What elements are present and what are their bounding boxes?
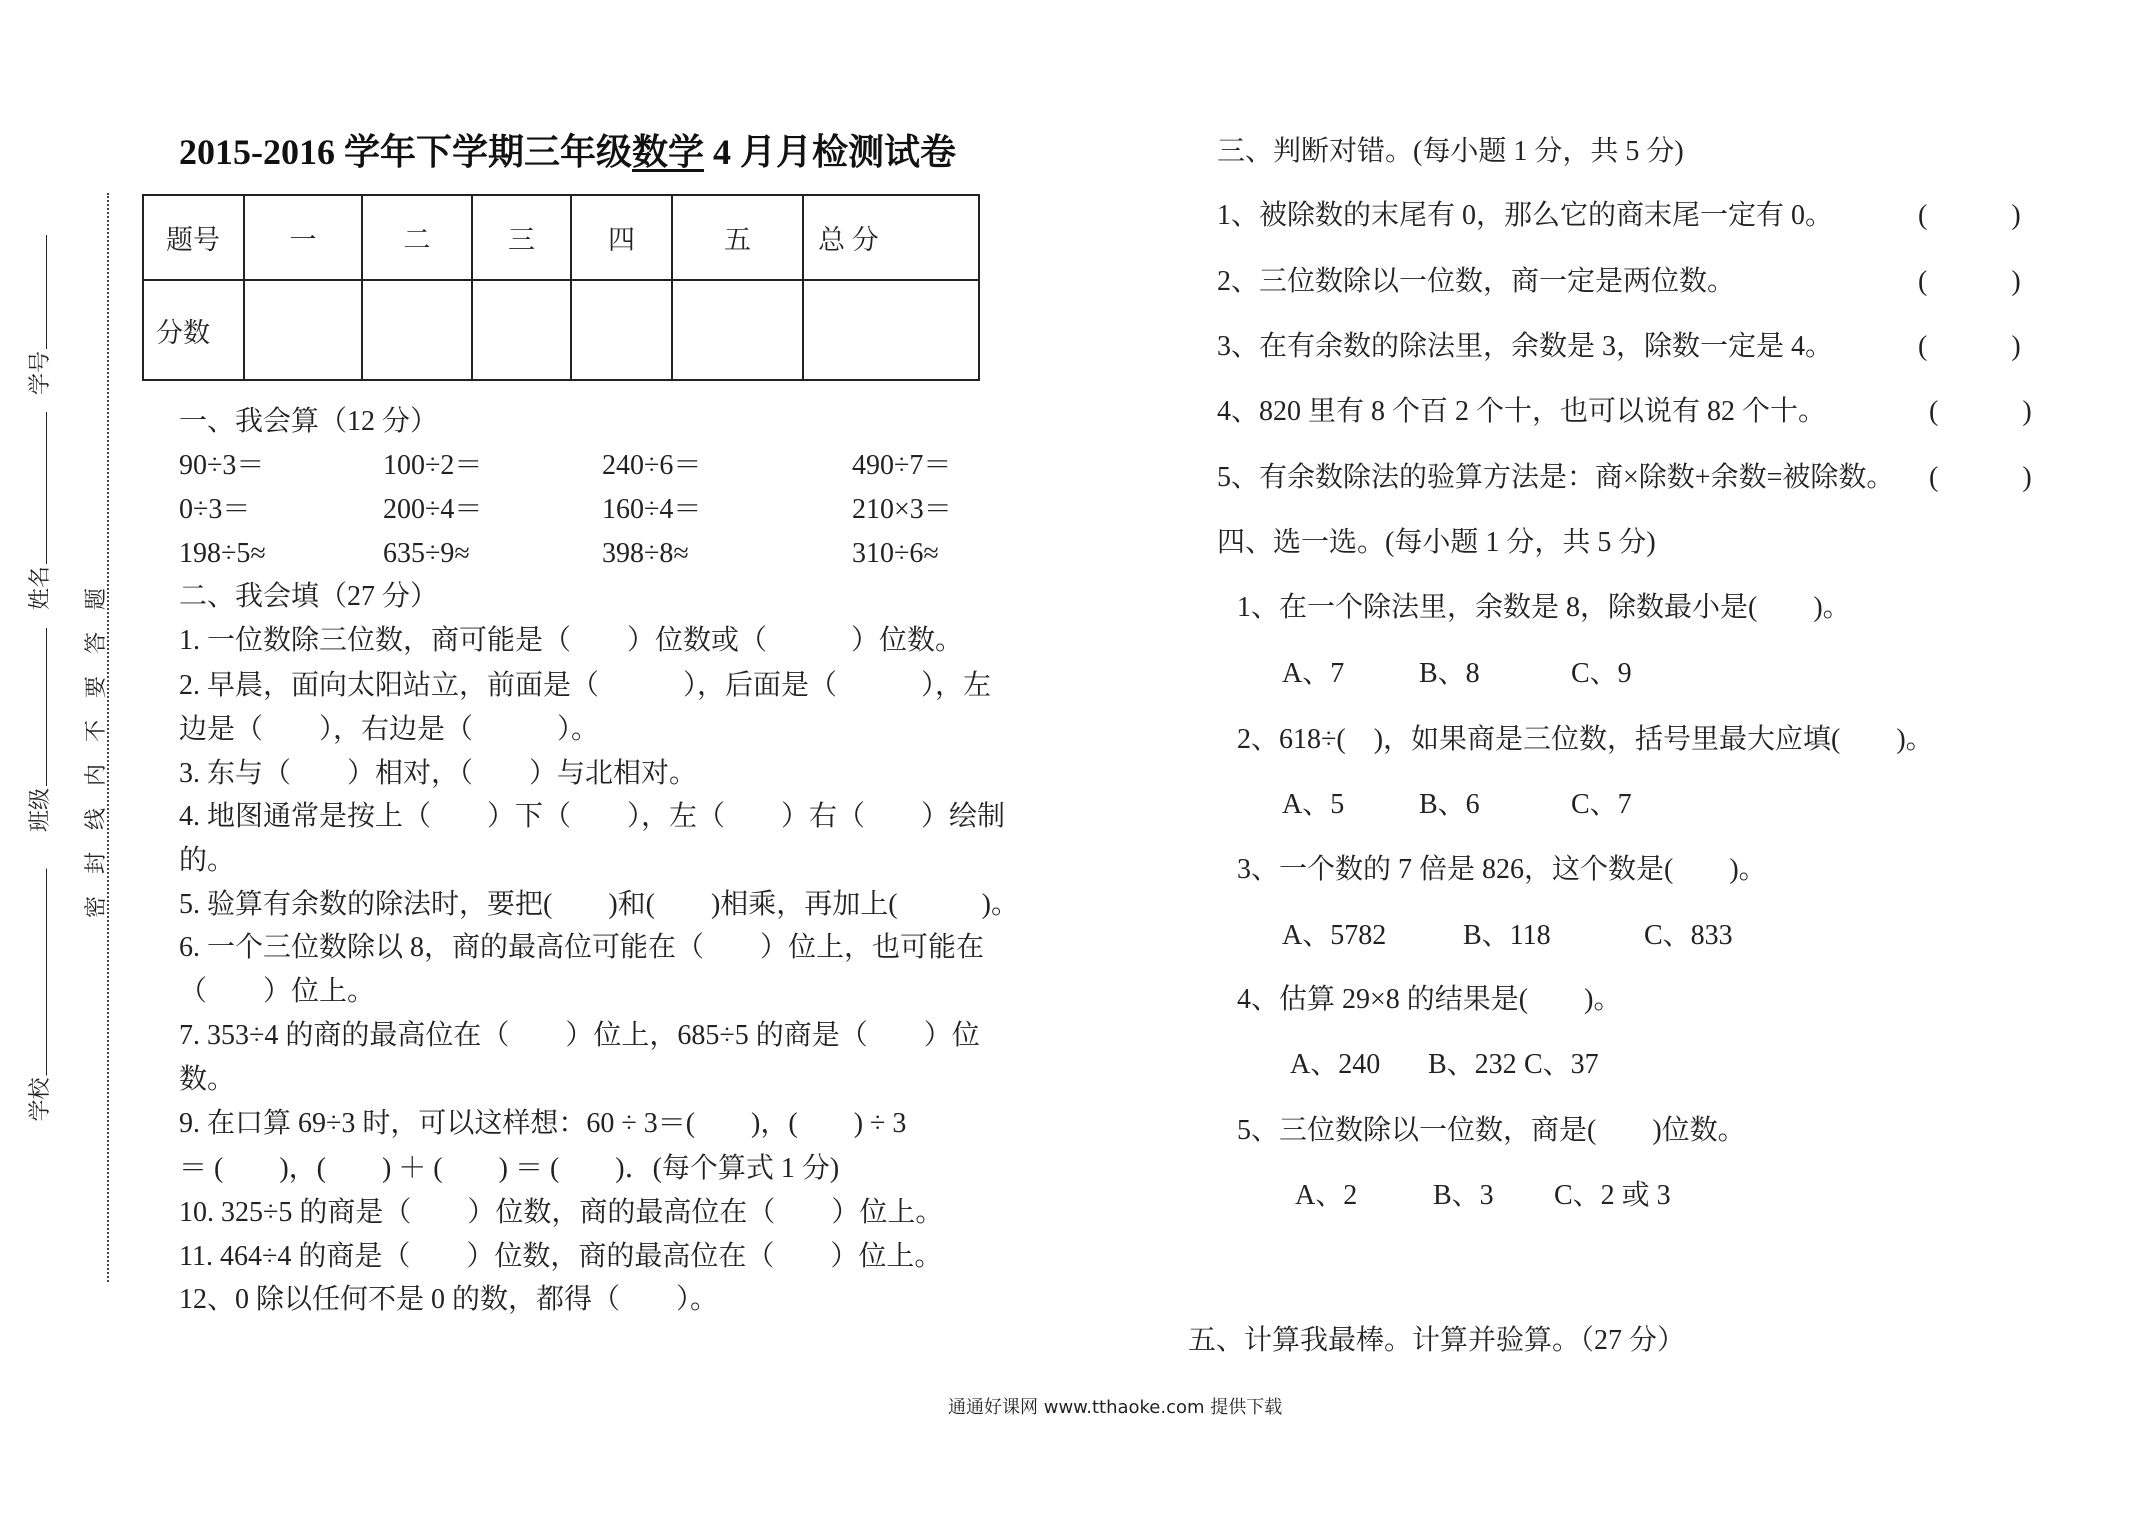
score-header-cell: 四 — [571, 195, 672, 280]
section1-title: 一、我会算（12 分） — [179, 406, 439, 437]
fill-blank-line: 9. 在口算 69÷3 时，可以这样想：60 ÷ 3＝( )，( ) ÷ 3 — [179, 1108, 907, 1139]
section5-title: 五、计算我最棒。计算并验算。（27 分） — [1188, 1325, 1686, 1356]
fill-blank-line: 3. 东与（ ）相对，（ ）与北相对。 — [179, 758, 698, 789]
calc-problem: 490÷7＝ — [852, 450, 952, 481]
fill-blank-line: 11. 464÷4 的商是（ ）位数，商的最高位在（ ）位上。 — [179, 1241, 943, 1272]
binding-field-label: 姓名 — [27, 565, 52, 611]
score-cell — [244, 280, 362, 380]
score-header-cell: 三 — [472, 195, 571, 280]
judgement-item: 3、在有余数的除法里，余数是 3，除数一定是 4。 — [1217, 331, 1834, 362]
binding-field-school — [28, 868, 52, 1121]
seal-notice: 密封线内不要答题 — [83, 565, 108, 919]
binding-field-student-number — [28, 235, 52, 395]
judgement-item: 2、三位数除以一位数，商一定是两位数。 — [1217, 266, 1736, 297]
calc-problem: 0÷3＝ — [179, 494, 251, 525]
calc-problem: 635÷9≈ — [383, 538, 470, 569]
choice-option: B、6 — [1419, 789, 1480, 820]
choice-option: A、2 — [1295, 1180, 1358, 1211]
binding-field-line — [45, 628, 47, 786]
choice-question: 1、在一个除法里，余数是 8，除数最小是( )。 — [1237, 592, 1851, 623]
score-table — [142, 194, 980, 381]
score-row-label: 分数 — [143, 280, 244, 380]
binding-field-class — [28, 628, 52, 832]
fill-blank-line: 10. 325÷5 的商是（ ）位数，商的最高位在（ ）位上。 — [179, 1197, 944, 1228]
choice-option: C、2 或 3 — [1554, 1180, 1671, 1211]
binding-field-label: 学校 — [27, 1077, 52, 1122]
footer-source-note: 通通好课网 www.tthaoke.com 提供下载 — [948, 1397, 1283, 1418]
fill-blank-line: 的。 — [179, 845, 236, 876]
fill-blank-line: 数。 — [179, 1064, 236, 1095]
binding-field-name — [28, 412, 52, 610]
score-table-score-row — [143, 280, 979, 380]
score-cell — [571, 280, 672, 380]
fill-blank-line: 4. 地图通常是按上（ ）下（ ），左（ ）右（ ）绘制 — [179, 801, 1006, 832]
score-cell — [803, 280, 979, 380]
section2-title: 二、我会填（27 分） — [179, 581, 439, 612]
choice-option: C、7 — [1571, 789, 1632, 820]
choice-option: A、240 — [1290, 1049, 1381, 1080]
score-header-cell: 一 — [244, 195, 362, 280]
calc-problem: 100÷2＝ — [383, 450, 483, 481]
calc-problem: 310÷6≈ — [852, 538, 939, 569]
judgement-blank: ( ) — [1918, 266, 2021, 297]
section4-title: 四、选一选。(每小题 1 分，共 5 分) — [1217, 527, 1656, 558]
binding-field-label: 学号 — [27, 350, 52, 396]
score-header-cell: 总 分 — [803, 195, 979, 280]
calc-problem: 210×3＝ — [852, 494, 952, 525]
choice-question: 4、估算 29×8 的结果是( )。 — [1237, 984, 1622, 1015]
fill-blank-line: 边是（ ），右边是（ ）。 — [179, 714, 600, 745]
fill-blank-line: 6. 一个三位数除以 8，商的最高位可能在（ ）位上，也可能在 — [179, 932, 985, 963]
score-cell — [362, 280, 472, 380]
choice-option: C、833 — [1644, 920, 1733, 951]
choice-option: B、232 — [1428, 1049, 1517, 1080]
choice-option: C、37 — [1524, 1049, 1599, 1080]
judgement-blank: ( ) — [1918, 331, 2021, 362]
judgement-blank: ( ) — [1918, 200, 2021, 231]
choice-option: B、8 — [1419, 658, 1480, 689]
judgement-item: 1、被除数的末尾有 0，那么它的商末尾一定有 0。 — [1217, 200, 1834, 231]
section3-title: 三、判断对错。(每小题 1 分，共 5 分) — [1217, 136, 1684, 167]
choice-option: C、9 — [1571, 658, 1632, 689]
choice-option: A、5782 — [1282, 920, 1387, 951]
choice-option: A、7 — [1282, 658, 1345, 689]
calc-problem: 200÷4＝ — [383, 494, 483, 525]
judgement-item: 5、有余数除法的验算方法是：商×除数+余数=被除数。 — [1217, 462, 1895, 493]
calc-problem: 198÷5≈ — [179, 538, 266, 569]
judgement-blank: ( ) — [1929, 462, 2032, 493]
judgement-item: 4、820 里有 8 个百 2 个十，也可以说有 82 个十。 — [1217, 396, 1827, 427]
choice-option: B、118 — [1463, 920, 1551, 951]
page-title — [179, 130, 956, 174]
title-part-2: 4 月月检测试卷 — [704, 132, 957, 172]
binding-field-label: 班级 — [27, 787, 52, 833]
calc-problem: 160÷4＝ — [602, 494, 702, 525]
binding-field-line — [45, 868, 47, 1075]
fill-blank-line: 7. 353÷4 的商的最高位在（ ）位上，685÷5 的商是（ ）位 — [179, 1020, 980, 1051]
fill-blank-line: （ ）位上。 — [179, 976, 376, 1007]
fill-blank-line: 5. 验算有余数的除法时，要把( )和( )相乘，再加上( )。 — [179, 889, 1019, 920]
choice-question: 2、618÷( )，如果商是三位数，括号里最大应填( )。 — [1237, 724, 1934, 755]
score-cell — [672, 280, 803, 380]
binding-field-line — [45, 235, 47, 349]
choice-option: A、5 — [1282, 789, 1345, 820]
fill-blank-line: 12、0 除以任何不是 0 的数，都得（ ）。 — [179, 1284, 719, 1315]
title-part-1: 2015-2016 学年下学期三年级 — [179, 132, 632, 172]
choice-question: 3、一个数的 7 倍是 826，这个数是( )。 — [1237, 854, 1767, 885]
calc-problem: 398÷8≈ — [602, 538, 689, 569]
calc-problem: 90÷3＝ — [179, 450, 265, 481]
calc-problem: 240÷6＝ — [602, 450, 702, 481]
score-header-cell: 题号 — [143, 195, 244, 280]
fill-blank-line: 1. 一位数除三位数，商可能是（ ）位数或（ ）位数。 — [179, 625, 964, 656]
score-table-header-row — [143, 195, 979, 280]
score-header-cell: 二 — [362, 195, 472, 280]
score-header-cell: 五 — [672, 195, 803, 280]
choice-option: B、3 — [1433, 1180, 1494, 1211]
fill-blank-line: 2. 早晨，面向太阳站立，前面是（ ），后面是（ ），左 — [179, 670, 992, 701]
fill-blank-line: ＝ ( )，( ) ＋ ( ) ＝ ( )．(每个算式 1 分) — [179, 1153, 840, 1184]
score-cell — [472, 280, 571, 380]
judgement-blank: ( ) — [1929, 396, 2032, 427]
title-subject: 数学 — [632, 132, 705, 172]
choice-question: 5、三位数除以一位数，商是( )位数。 — [1237, 1115, 1746, 1146]
binding-field-line — [45, 412, 47, 564]
